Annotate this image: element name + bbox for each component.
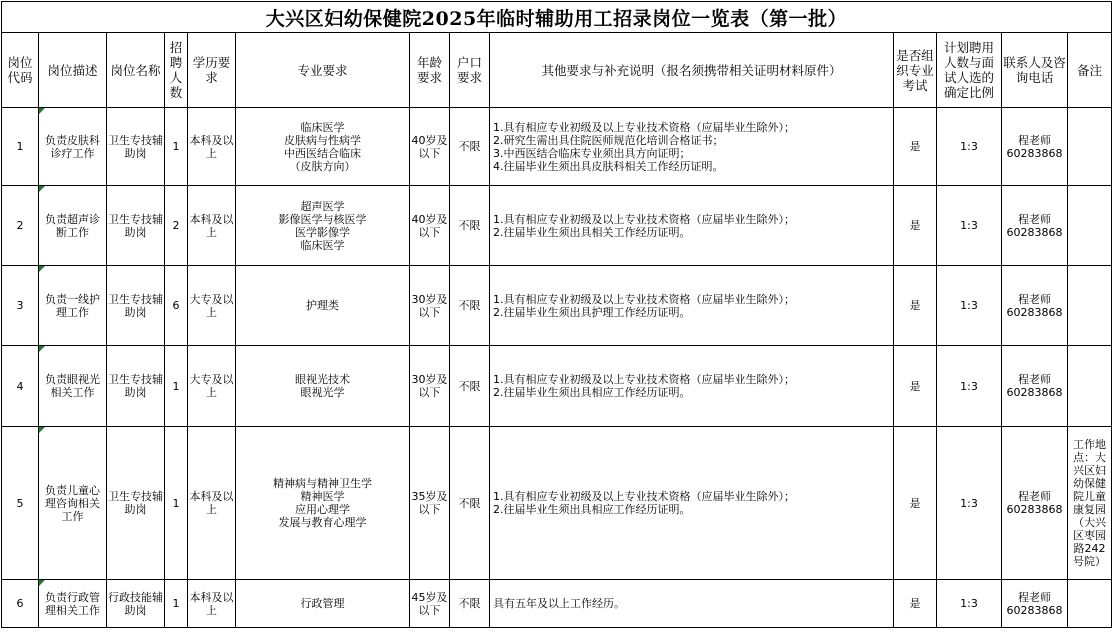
cell-major-line: 护理类 xyxy=(306,299,339,312)
cell-count: 1 xyxy=(165,427,188,580)
cell-count: 6 xyxy=(165,266,188,346)
cell-desc: 负责行政管理相关工作 xyxy=(39,580,107,628)
cell-contact xyxy=(1002,266,1068,346)
cell-major-line: 医学影像学 xyxy=(295,225,350,239)
cell-count: 2 xyxy=(165,186,188,266)
cell-hukou: 不限 xyxy=(450,346,490,427)
cell-note: 工作地点：大兴区妇幼保健院儿童康复园（大兴区枣园路242号院） xyxy=(1068,427,1112,580)
cell-ratio: 1:3 xyxy=(937,266,1002,346)
cell-contact xyxy=(1002,108,1068,186)
cell-code: 1 xyxy=(2,108,39,186)
header-row xyxy=(2,33,1112,108)
cell-major-line: 临床医学 xyxy=(300,238,345,252)
cell-hukou: 不限 xyxy=(450,427,490,580)
header-age: 年龄要求 xyxy=(410,33,450,108)
cell-desc: 负责儿童心理咨询相关工作 xyxy=(39,427,107,580)
contact-name: 程老师 xyxy=(1018,590,1051,604)
cell-major-line: 临床医学 xyxy=(300,120,345,134)
cell-name: 卫生专技辅助岗 xyxy=(107,266,165,346)
cell-major xyxy=(236,186,410,266)
contact-name: 程老师 xyxy=(1018,490,1051,503)
cell-count: 1 xyxy=(165,108,188,186)
cell-edu: 本科及以上 xyxy=(188,186,236,266)
header-edu: 学历要求 xyxy=(188,33,236,108)
cell-ratio: 1:3 xyxy=(937,108,1002,186)
cell-major-line: 影像医学与核医学 xyxy=(278,212,367,226)
cell-hukou: 不限 xyxy=(450,186,490,266)
cell-major xyxy=(236,580,410,628)
cell-note xyxy=(1068,186,1112,266)
cell-age: 30岁及以下 xyxy=(410,266,450,346)
cell-name: 卫生专技辅助岗 xyxy=(107,427,165,580)
cell-count: 1 xyxy=(165,580,188,628)
cell-desc: 负责一线护理工作 xyxy=(39,266,107,346)
header-contact: 联系人及咨询电话 xyxy=(1002,33,1068,108)
cell-exam: 是 xyxy=(894,580,937,628)
cell-major-line: 行政管理 xyxy=(300,597,345,610)
cell-exam: 是 xyxy=(894,186,937,266)
cell-code: 6 xyxy=(2,580,39,628)
cell-exam: 是 xyxy=(894,427,937,580)
cell-note xyxy=(1068,266,1112,346)
header-code: 岗位代码 xyxy=(2,33,39,108)
contact-phone: 60283868 xyxy=(1006,386,1063,399)
contact-phone: 60283868 xyxy=(1006,305,1063,319)
cell-edu: 大专及以上 xyxy=(188,266,236,346)
cell-ratio: 1:3 xyxy=(937,186,1002,266)
cell-contact xyxy=(1002,580,1068,628)
cell-major-line: （皮肤方向） xyxy=(289,159,356,173)
header-major: 专业要求 xyxy=(236,33,410,108)
table-row xyxy=(2,580,1112,628)
cell-other xyxy=(490,108,894,186)
contact-name: 程老师 xyxy=(1018,292,1051,306)
cell-desc: 负责超声诊断工作 xyxy=(39,186,107,266)
cell-major-line: 皮肤病与性病学 xyxy=(284,133,361,147)
cell-edu: 本科及以上 xyxy=(188,108,236,186)
cell-other-line: 2.往届毕业生须出具护理工作经历证明。 xyxy=(493,305,691,319)
cell-other xyxy=(490,427,894,580)
cell-name: 卫生专技辅助岗 xyxy=(107,346,165,427)
cell-other-line: 2.往届毕业生须出具相关工作经历证明。 xyxy=(493,225,691,239)
cell-age: 30岁及以下 xyxy=(410,346,450,427)
header-ratio: 计划聘用人数与面试人选的确定比例 xyxy=(937,33,1002,108)
cell-code: 2 xyxy=(2,186,39,266)
cell-edu: 本科及以上 xyxy=(188,427,236,580)
recruitment-table xyxy=(1,1,1112,628)
cell-other-line: 2.往届毕业生须出具相应工作经历证明。 xyxy=(493,503,691,516)
cell-other-line: 2.往届毕业生须出具相应工作经历证明。 xyxy=(493,386,691,399)
cell-note xyxy=(1068,346,1112,427)
header-other: 其他要求与补充说明（报名须携带相关证明材料原件） xyxy=(490,33,894,108)
cell-major-line: 眼视光学 xyxy=(300,386,345,399)
cell-major-line: 发展与教育心理学 xyxy=(278,516,367,529)
cell-other-line: 2.研究生需出具住院医师规范化培训合格证书； xyxy=(493,133,724,147)
cell-other xyxy=(490,186,894,266)
header-note: 备注 xyxy=(1068,33,1112,108)
cell-major xyxy=(236,108,410,186)
cell-major xyxy=(236,427,410,580)
cell-desc: 负责皮肤科诊疗工作 xyxy=(39,108,107,186)
contact-phone: 60283868 xyxy=(1006,603,1063,617)
header-exam: 是否组织专业考试 xyxy=(894,33,937,108)
cell-major xyxy=(236,266,410,346)
cell-contact xyxy=(1002,427,1068,580)
cell-other-line: 3.中西医结合临床专业须出具方向证明； xyxy=(493,146,691,160)
cell-age: 40岁及以下 xyxy=(410,186,450,266)
cell-exam: 是 xyxy=(894,346,937,427)
cell-major-line: 眼视光技术 xyxy=(295,373,350,386)
cell-age: 35岁及以下 xyxy=(410,427,450,580)
contact-phone: 60283868 xyxy=(1006,146,1063,160)
contact-name: 程老师 xyxy=(1018,373,1051,386)
cell-ratio: 1:3 xyxy=(937,346,1002,427)
cell-other-line: 1.具有相应专业初级及以上专业技术资格（应届毕业生除外）； xyxy=(493,490,795,503)
header-hukou: 户口要求 xyxy=(450,33,490,108)
cell-exam: 是 xyxy=(894,266,937,346)
cell-note xyxy=(1068,108,1112,186)
cell-exam: 是 xyxy=(894,108,937,186)
table-row xyxy=(2,266,1112,346)
cell-age: 45岁及以下 xyxy=(410,580,450,628)
cell-major-line: 超声医学 xyxy=(300,199,345,213)
cell-edu: 大专及以上 xyxy=(188,346,236,427)
cell-other xyxy=(490,266,894,346)
cell-other xyxy=(490,580,894,628)
cell-name: 行政技能辅助岗 xyxy=(107,580,165,628)
cell-name: 卫生专技辅助岗 xyxy=(107,108,165,186)
contact-name: 程老师 xyxy=(1018,133,1051,147)
cell-code: 3 xyxy=(2,266,39,346)
contact-name: 程老师 xyxy=(1018,212,1051,226)
cell-ratio: 1:3 xyxy=(937,427,1002,580)
cell-major xyxy=(236,346,410,427)
cell-major-line: 中西医结合临床 xyxy=(284,146,361,160)
cell-hukou: 不限 xyxy=(450,266,490,346)
cell-major-line: 精神医学 xyxy=(300,490,345,503)
table-row xyxy=(2,186,1112,266)
cell-count: 1 xyxy=(165,346,188,427)
header-count: 招聘人数 xyxy=(165,33,188,108)
table-title: 大兴区妇幼保健院2025年临时辅助用工招录岗位一览表（第一批） xyxy=(2,2,1112,33)
cell-code: 4 xyxy=(2,346,39,427)
cell-contact xyxy=(1002,346,1068,427)
cell-major-line: 精神病与精神卫生学 xyxy=(273,477,372,490)
cell-age: 40岁及以下 xyxy=(410,108,450,186)
cell-other-line: 1.具有相应专业初级及以上专业技术资格（应届毕业生除外）； xyxy=(493,292,795,306)
cell-note xyxy=(1068,580,1112,628)
cell-other xyxy=(490,346,894,427)
cell-other-line: 具有五年及以上工作经历。 xyxy=(493,597,625,610)
cell-other-line: 1.具有相应专业初级及以上专业技术资格（应届毕业生除外）； xyxy=(493,120,795,134)
cell-other-line: 4.往届毕业生须出具皮肤科相关工作经历证明。 xyxy=(493,159,724,173)
cell-other-line: 1.具有相应专业初级及以上专业技术资格（应届毕业生除外）； xyxy=(493,212,795,226)
cell-ratio: 1:3 xyxy=(937,580,1002,628)
contact-phone: 60283868 xyxy=(1006,225,1063,239)
cell-other-line: 1.具有相应专业初级及以上专业技术资格（应届毕业生除外）； xyxy=(493,373,795,386)
cell-code: 5 xyxy=(2,427,39,580)
cell-major-line: 应用心理学 xyxy=(295,503,350,516)
spreadsheet-sheet xyxy=(1,1,1106,630)
table-row xyxy=(2,427,1112,580)
cell-edu: 本科及以上 xyxy=(188,580,236,628)
header-name: 岗位名称 xyxy=(107,33,165,108)
cell-name: 卫生专技辅助岗 xyxy=(107,186,165,266)
cell-desc: 负责眼视光相关工作 xyxy=(39,346,107,427)
table-row xyxy=(2,108,1112,186)
table-body xyxy=(2,108,1112,628)
cell-contact xyxy=(1002,186,1068,266)
table-row xyxy=(2,346,1112,427)
cell-hukou: 不限 xyxy=(450,108,490,186)
cell-hukou: 不限 xyxy=(450,580,490,628)
contact-phone: 60283868 xyxy=(1006,503,1063,516)
header-desc: 岗位描述 xyxy=(39,33,107,108)
